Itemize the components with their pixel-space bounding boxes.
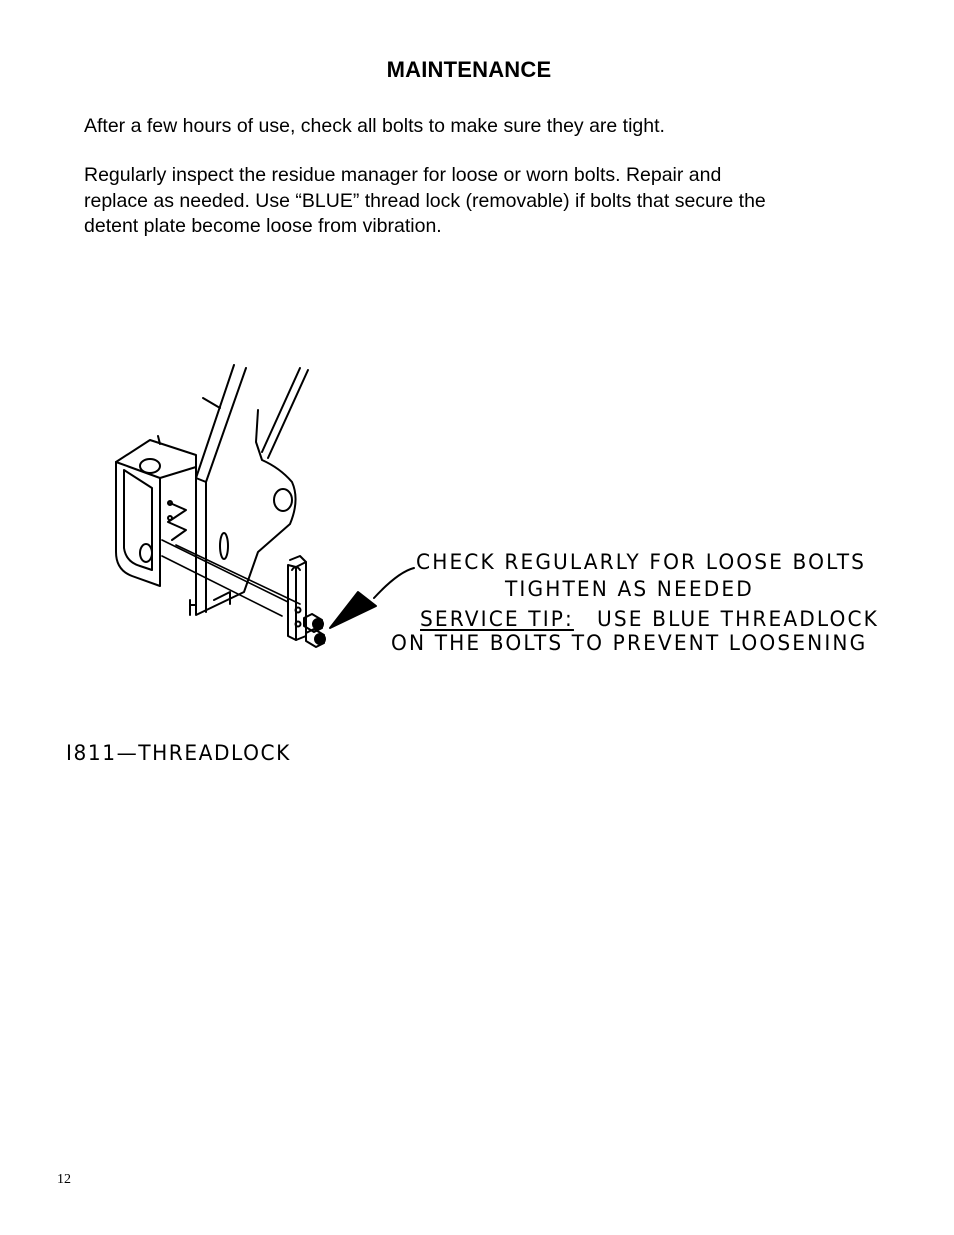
detent-plate <box>288 556 306 640</box>
figure-id-label: I811—THREADLOCK <box>66 741 291 765</box>
service-tip-label: SERVICE TIP: <box>420 607 574 631</box>
page-title: MAINTENANCE <box>386 57 552 82</box>
callout-check-bolts: CHECK REGULARLY FOR LOOSE BOLTS <box>416 550 867 574</box>
callout-tighten: TIGHTEN AS NEEDED <box>505 577 754 601</box>
paragraph-line: detent plate become loose from vibration. <box>84 215 442 237</box>
paragraph-line: replace as needed. Use “BLUE” thread lock (removable) if bolts that secure the <box>84 189 766 212</box>
paragraph-line: Regularly inspect the residue manager for loose or worn bolts. Repair and <box>84 164 722 186</box>
projection-lines <box>162 540 300 616</box>
page-number: 12 <box>57 1172 71 1187</box>
leader-arrow <box>330 568 414 628</box>
bolts <box>304 614 325 647</box>
paragraph-bolt-check: After a few hours of use, check all bolts to make sure they are tight. <box>84 115 665 137</box>
paragraph-inspection <box>84 163 884 240</box>
service-tip-line2: ON THE BOLTS TO PREVENT LOOSENING <box>391 631 868 655</box>
tube-bracket <box>116 436 196 586</box>
upright-arm <box>190 365 308 615</box>
service-tip-text: USE BLUE THREADLOCK <box>597 607 879 631</box>
